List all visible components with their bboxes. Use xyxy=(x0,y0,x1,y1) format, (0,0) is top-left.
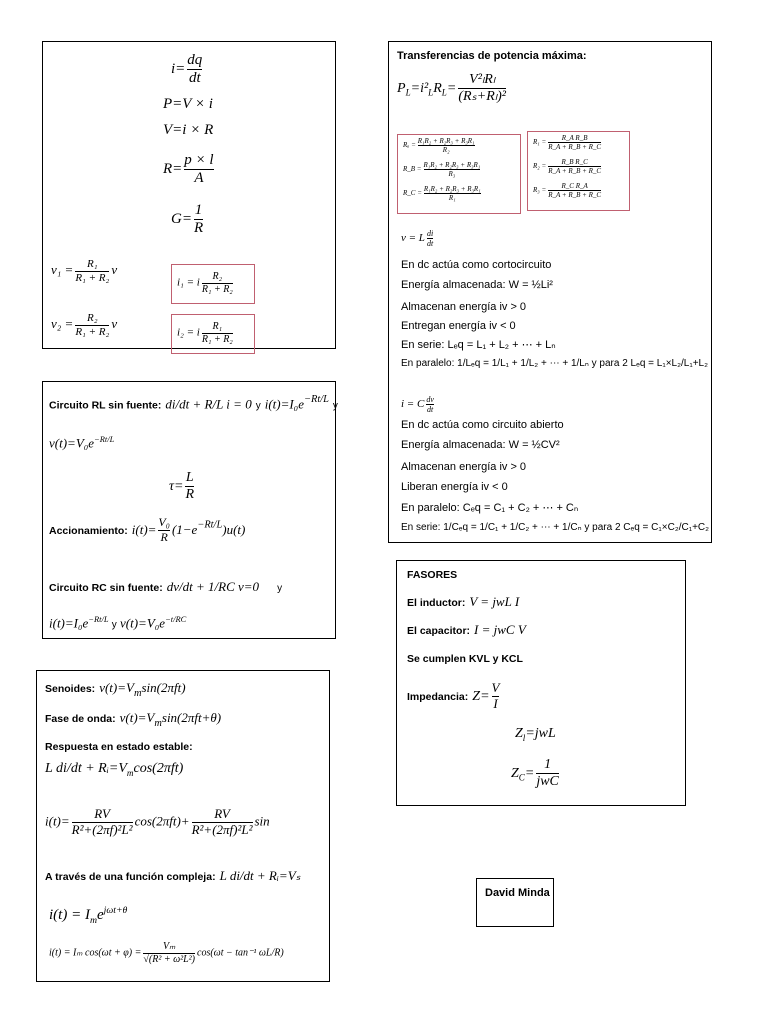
v1-tail: v xyxy=(111,262,118,278)
acc-label: Accionamiento: xyxy=(49,524,128,537)
v-eq-lhs: v = L xyxy=(401,232,425,245)
imp-label: Impedancia: xyxy=(407,691,469,704)
zl-z: Z xyxy=(515,726,523,741)
eq-conductance-lhs: G= xyxy=(171,211,192,228)
sen-label: Senoides: xyxy=(45,683,96,695)
eq-current xyxy=(171,52,204,88)
capacitor-line-1: En dc actúa como circuito abierto xyxy=(401,419,564,431)
sen-eq: v(t)=V xyxy=(99,680,134,695)
rl-equation: di/dt + R/L i = 0 xyxy=(165,396,252,412)
formula-box-phasors xyxy=(396,560,686,806)
pl-i2: =i² xyxy=(410,80,429,96)
i-end: sin xyxy=(254,813,270,829)
i-eq-lhs: i(t)= xyxy=(45,813,70,829)
formula-box-basics xyxy=(42,41,336,349)
zc-num: 1 xyxy=(544,757,552,772)
rc-sol1-exp: −Rt/L xyxy=(88,614,109,624)
pl-den: (Rₛ+Rₗ)² xyxy=(458,89,506,105)
imp-num: V xyxy=(491,680,500,695)
rc-sol2-exp: −t/RC xyxy=(165,614,187,624)
capacitor-current-eq xyxy=(401,395,436,414)
rb-eq xyxy=(403,161,482,178)
fase-line: Fase de onda: $v(t)=V_m\sin(2\pi ft+\theta)$ xyxy=(45,710,222,730)
it-exp: jωt+θ xyxy=(103,905,128,916)
r1-lhs: R₁ = xyxy=(533,138,547,147)
eq-conductance-num: 1 xyxy=(194,202,203,218)
rc-num: R₁R₂ + R₂R₃ + R₃R₁ xyxy=(423,185,481,193)
zl-sub: l xyxy=(522,732,526,743)
vt-exp: −Rt/L xyxy=(94,434,115,444)
kvl-kcl-note: Se cumplen KVL y KCL xyxy=(407,653,523,665)
eq-resistance-den: A xyxy=(184,169,213,187)
compleja-line xyxy=(45,867,301,885)
acc-tail: (1−e xyxy=(171,521,198,537)
v-eq-den: dt xyxy=(426,239,434,249)
i-num1: RV xyxy=(94,806,110,821)
ra-eq xyxy=(403,137,477,154)
vt-line xyxy=(49,434,114,451)
max-power-eq: $P_L=i^2_LR_L=$ $\frac{\text{V²ₗRₗ}}{\text{(Rₛ+Rₗ)²}}$ xyxy=(397,72,506,105)
r3-eq xyxy=(533,182,603,199)
r1-num: R_A R_B xyxy=(561,134,588,142)
rc-y: y xyxy=(277,583,283,594)
i-mid: cos(2πft)+ xyxy=(134,813,190,829)
tau-den: R xyxy=(185,487,195,503)
comp-eq: L di/dt + Rᵢ=Vₛ xyxy=(219,868,301,883)
acc-num: V₀ xyxy=(158,515,170,529)
eq-resistance-num: p × l xyxy=(184,152,214,168)
i1-lhs: i₁ = i xyxy=(177,276,200,289)
inductor-line-6: En paralelo: 1/Lₑq = 1/L₁ + 1/L₂ + ⋯ + 1/Lₙ y para 2 Lₑq = L₁×L₂/L₁+L₂ xyxy=(401,358,708,369)
v2-num: R₂ xyxy=(87,312,98,324)
v1-den: R₁ + R₂ xyxy=(75,271,110,284)
tau-lhs: τ= xyxy=(169,478,184,494)
it-exponential: $i(t) = I_me^{j\omega t+\theta}$ xyxy=(49,905,128,926)
eq-power: P=V × i xyxy=(163,96,213,112)
tau-num: L xyxy=(185,470,194,485)
r2-lhs: R₂ = xyxy=(533,162,547,171)
senoides-line: Senoides: $v(t)=V_m\sin(2\pi ft)$ xyxy=(45,680,186,700)
cap-eq: I = jwC V xyxy=(474,622,526,637)
r1-den: R_A + R_B + R_C xyxy=(548,143,602,152)
rc-y2: y xyxy=(111,619,117,631)
respuesta-label: Respuesta en estado estable: xyxy=(45,741,193,753)
rc-eq xyxy=(403,185,483,202)
i-eq-lhs-cap: i = C xyxy=(401,398,425,411)
formula-box-sinusoids xyxy=(36,670,330,982)
pl-eq: = xyxy=(446,80,457,96)
imp-eq: Z= xyxy=(472,689,490,705)
eq-current-num: dq xyxy=(187,52,203,68)
ra-lhs: Rₐ = xyxy=(403,141,416,150)
inductor-line-5: En serie: Lₑq = L₁ + L₂ + ⋯ + Lₙ xyxy=(401,339,556,351)
rc-den: R₁ xyxy=(424,193,481,202)
ind-eq: V = jwL I xyxy=(469,594,520,609)
inductor-line-2: Energía almacenada: W = ½Li² xyxy=(401,279,553,291)
acc-exp: −Rt/L xyxy=(197,519,223,531)
rl-solution-exp: −Rt/L xyxy=(303,394,329,405)
ra-num: R₁R₂ + R₂R₃ + R₃R₁ xyxy=(417,137,475,145)
rc-lhs: R_C = xyxy=(403,189,422,198)
eq-current-divider-2 xyxy=(177,321,235,345)
v1-num: R₁ xyxy=(87,258,98,270)
eq-conductance xyxy=(171,202,205,238)
i1-den: R₁ + R₂ xyxy=(201,283,233,295)
inductor-line-3: Almacenan energía iv > 0 xyxy=(401,301,527,313)
v2-tail: v xyxy=(111,316,118,332)
formula-box-power-transfer xyxy=(388,41,712,543)
fase-eq: v(t)=V xyxy=(119,710,155,725)
inductor-line-1: En dc actúa como cortocircuito xyxy=(401,259,552,271)
capacitor-line-5: En paralelo: Cₑq = C₁ + C₂ + ⋯ + Cₙ xyxy=(401,502,579,514)
i1-num: R₂ xyxy=(212,271,223,282)
zl-eq xyxy=(515,726,556,743)
rl-y2: y xyxy=(332,400,338,412)
box4-title: Transferencias de potencia máxima: xyxy=(397,50,587,62)
r3-lhs: R₃ = xyxy=(533,186,547,195)
fase-eq-tail: sin(2πft+θ) xyxy=(161,710,222,725)
ra-den: R₂ xyxy=(418,145,475,154)
rb-den: R₃ xyxy=(424,169,481,178)
cap-label: El capacitor: xyxy=(407,625,471,637)
rb-num: R₁R₂ + R₂R₃ + R₃R₁ xyxy=(423,161,481,169)
pl-p: P xyxy=(397,80,406,96)
i2-lhs: i₂ = i xyxy=(177,326,200,339)
inductor-phasor-line xyxy=(407,593,519,611)
respuesta-eq: L $di/dt + Rᵢ=V_m\cos(2\pi ft)$ xyxy=(45,761,184,778)
eq-voltage-divider-2 xyxy=(51,312,117,338)
zc-den: jwC xyxy=(536,774,559,790)
it-eq: i(t) = I xyxy=(49,907,90,923)
eq-voltage-divider-1 xyxy=(51,258,117,284)
pl-r: R xyxy=(433,80,442,96)
eq-resistance xyxy=(163,152,216,188)
author-name-box xyxy=(476,878,554,927)
r3-num: R_C R_A xyxy=(561,182,588,190)
rl-label: Circuito RL sin fuente: xyxy=(49,399,162,412)
i-den2: R²+(2πf)²L² xyxy=(191,821,253,837)
r2-eq xyxy=(533,158,603,175)
comp-label: A través de una función compleja: xyxy=(45,871,216,883)
final-num: Vₘ xyxy=(163,941,176,952)
rc-label: Circuito RC sin fuente: xyxy=(49,582,163,594)
rc-line xyxy=(49,578,282,596)
eq-current-den: dt xyxy=(188,70,201,87)
author-name: David Minda xyxy=(485,887,550,899)
final-tail: cos(ωt − tan⁻¹ ωL/R) xyxy=(197,947,284,959)
eq-conductance-den: R xyxy=(193,220,204,237)
rb-lhs: R_B = xyxy=(403,165,422,174)
capacitor-phasor-line xyxy=(407,621,526,639)
acc-den: R xyxy=(158,530,170,545)
rc-sol2: v(t)=V₀e xyxy=(120,615,166,631)
rc-equation: dv/dt + 1/RC v=0 xyxy=(166,579,260,594)
tau-line xyxy=(169,470,196,503)
formula-box-transients xyxy=(42,381,336,639)
capacitor-line-3: Almacenan energía iv > 0 xyxy=(401,461,527,473)
acc-end: )u(t) xyxy=(222,521,246,537)
zc-z: Z xyxy=(511,765,519,781)
zc-sub: C xyxy=(518,772,525,783)
r3-den: R_A + R_B + R_C xyxy=(548,191,602,200)
i-eq-den-cap: dt xyxy=(426,405,434,415)
capacitor-line-2: Energía almacenada: W = ½CV² xyxy=(401,439,560,451)
rc-sol1: i(t)=I₀e xyxy=(49,615,89,631)
v1-lhs: v₁ = xyxy=(51,262,74,278)
eq-ohm: V=i × R xyxy=(163,122,214,138)
final-solution-eq xyxy=(49,941,284,965)
vt-eq: v(t)=V₀e xyxy=(49,435,95,451)
eq-current-divider-1 xyxy=(177,271,235,295)
fase-label: Fase de onda: xyxy=(45,713,116,725)
ind-label: El inductor: xyxy=(407,597,466,609)
final-den: √(R² + ω²L²) xyxy=(143,953,196,965)
v-eq-num: di xyxy=(426,229,434,238)
i2-num: R₁ xyxy=(212,321,223,332)
r2-den: R_A + R_B + R_C xyxy=(548,167,602,176)
r1-eq xyxy=(533,134,603,151)
resp-eq: L di/dt + Rᵢ=V xyxy=(45,761,127,776)
v2-den: R₁ + R₂ xyxy=(75,325,110,338)
rl-solution: i(t)=I₀e xyxy=(264,396,304,412)
zl-rhs: =jwL xyxy=(525,726,556,741)
pl-num: V²ₗRₗ xyxy=(469,72,496,87)
imp-den: I xyxy=(493,695,498,711)
rl-y: y xyxy=(255,400,261,412)
impedance-line xyxy=(407,681,501,712)
capacitor-line-4: Liberan energía iv < 0 xyxy=(401,481,508,493)
capacitor-line-6: En serie: 1/Cₑq = 1/C₁ + 1/C₂ + ⋯ + 1/Cₙ y para 2 Cₑq = C₁×C₂/C₁+C₂ xyxy=(401,522,710,533)
zc-rhs: = xyxy=(524,765,535,781)
accionamiento-line xyxy=(49,516,245,545)
i2-den: R₁ + R₂ xyxy=(201,333,233,345)
eq-resistance-lhs: R= xyxy=(163,161,183,178)
rc-solution-line xyxy=(49,614,186,631)
resp-eq-tail: cos(2πft) xyxy=(133,761,184,776)
sen-eq-tail: sin(2πft) xyxy=(141,680,186,695)
inductor-line-4: Entregan energía iv < 0 xyxy=(401,320,516,332)
rl-line xyxy=(49,394,338,413)
i-num2: RV xyxy=(214,806,230,821)
inductor-voltage-eq xyxy=(401,229,435,248)
i-den1: R²+(2πf)²L² xyxy=(71,821,133,837)
acc-eq: i(t)= xyxy=(131,521,157,537)
r2-num: R_B R_C xyxy=(561,158,588,166)
current-response-eq xyxy=(45,807,270,838)
v2-lhs: v₂ = xyxy=(51,316,74,332)
i-eq-num-cap: dv xyxy=(426,395,434,404)
final-eq: i(t) = Iₘ cos(ωt + φ) = xyxy=(49,947,142,959)
phasors-title: FASORES xyxy=(407,569,458,581)
zc-eq xyxy=(511,757,561,790)
eq-current-lhs: i= xyxy=(171,61,186,78)
